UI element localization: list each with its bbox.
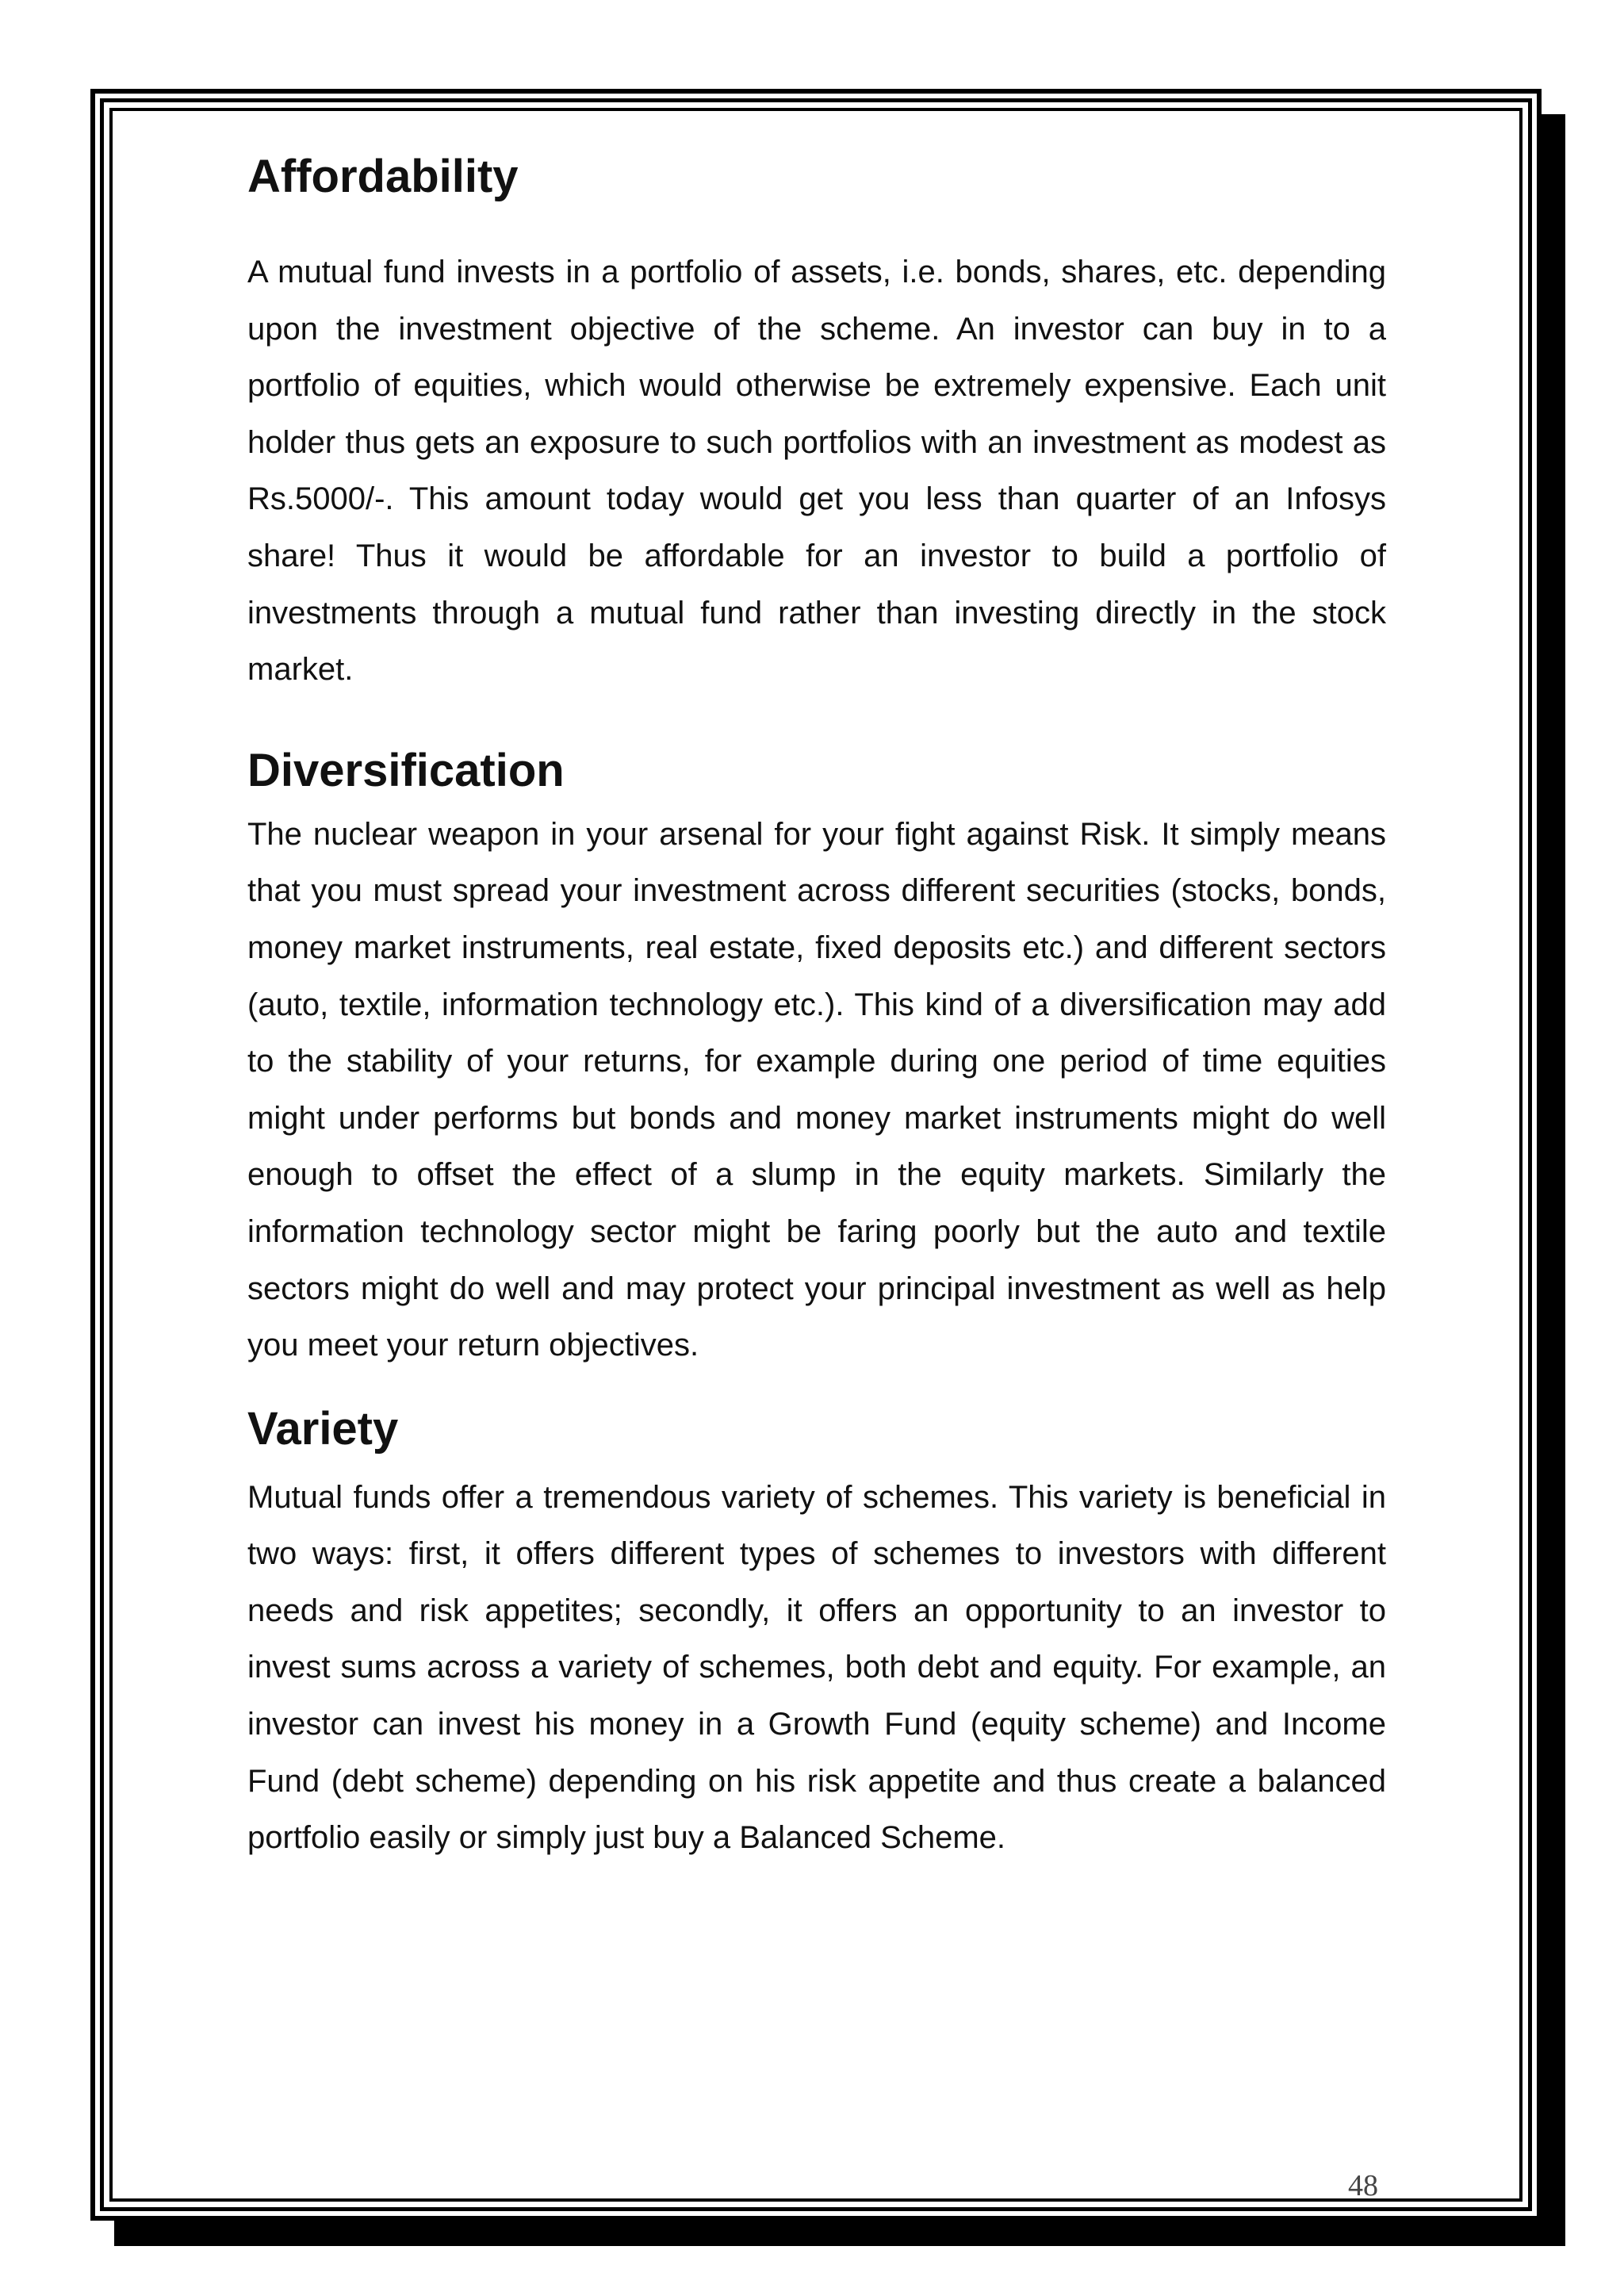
page-number: 48: [1348, 2169, 1378, 2202]
section-heading-affordability: Affordability: [247, 151, 519, 202]
section-body-variety: Mutual funds offer a tremendous variety of schemes. This variety is beneficial in two ways: first, it offers different types of schemes to investors with different needs and risk appetites; secondly, it offers an opportunity to an investor to invest sums across a variety of schemes, both debt and equity. For example, an investor can invest his money in a Growth Fund (equity scheme) and Income Fund (debt scheme) depending on his risk appetite and thus create a balanced portfolio easily or simply just buy a Balanced Scheme.: [247, 1479, 1386, 1856]
section-heading-diversification: Diversification: [247, 744, 565, 796]
section-heading-variety: Variety: [247, 1402, 399, 1455]
section-body-affordability: A mutual fund invests in a portfolio of assets, i.e. bonds, shares, etc. depending upon the investment objective of the scheme. An investor can buy in to a portfolio of equities, which would otherwise be extremely expensive. Each unit holder thus gets an exposure to such portfolios with an investment as modest as Rs.5000/-. This amount today would get you less than quarter of an Infosys share! Thus it would be affordable for an investor to build a portfolio of investments through a mutual fund rather than investing directly in the stock market.: [247, 255, 1386, 688]
section-body-diversification: The nuclear weapon in your arsenal for your fight against Risk. It simply means that you must spread your investment across different securities (stocks, bonds, money market instruments, real estate, fixed deposits etc.) and different sectors (auto, textile, information technology etc.). This kind of a diversification may add to the stability of your returns, for example during one period of time equities might under performs but bonds and money market instruments might do well enough to offset the effect of a slump in the equity markets. Similarly the information technology sector might be faring poorly but the auto and textile sectors might do well and may protect your principal investment as well as help you meet your return objectives.: [247, 816, 1386, 1363]
document-content: [247, 141, 1386, 1867]
